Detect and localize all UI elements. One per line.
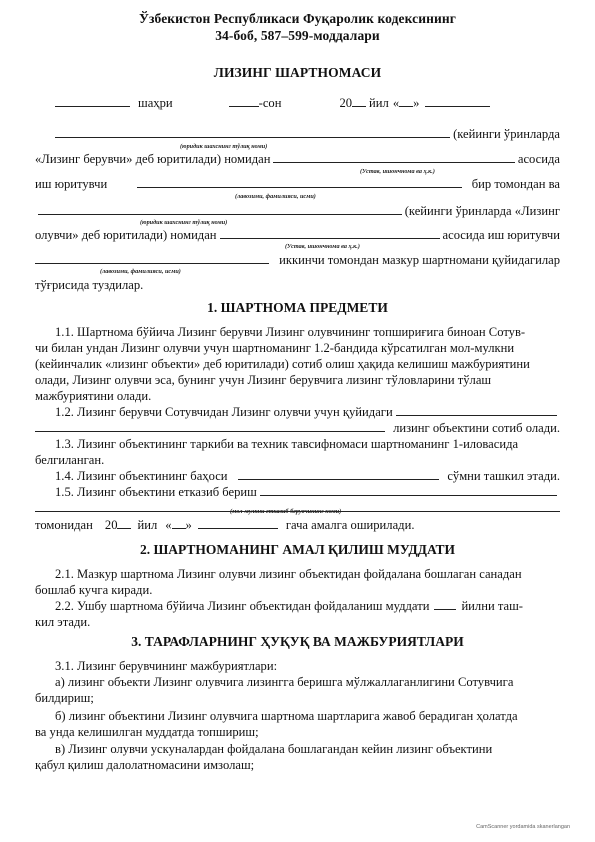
leasing-object-blank-1[interactable]	[396, 404, 557, 416]
price-blank[interactable]	[238, 468, 440, 480]
clause-1-1-line1: 1.1. Шартнома бўйича Лизинг берувчи Лизинг олувчининг топшириғига биноан Сотув-	[55, 325, 526, 339]
caption-position-2: (лавозими, фамилияси, исми)	[100, 268, 181, 275]
one-side-label: бир томондан ва	[471, 177, 560, 191]
clause-2-2-line1	[55, 598, 560, 614]
lessee-name-blank[interactable]	[38, 203, 402, 215]
price-label: 1.4. Лизинг объектининг баҳоси	[55, 469, 228, 483]
lessee-basis-blank[interactable]	[220, 227, 440, 239]
clause-1-5	[55, 484, 560, 500]
lessor-label: «Лизинг берувчи» деб юритилади) номидан	[35, 152, 271, 166]
clause-1-1-line2: чи билан ундан Лизинг олувчи учун шартноманинг 1.2-бандида кўрсатилган мол-мулкни	[35, 341, 515, 355]
lessee-name-line	[35, 203, 560, 219]
basis-label-1: асосида	[517, 152, 560, 166]
clause-1-2-line1	[55, 404, 560, 420]
clause-3-1-c-line2: қабул қилиш далолатномасини имзолаш;	[35, 758, 255, 772]
lessee-officer-line	[35, 252, 560, 268]
number-blank[interactable]	[229, 95, 259, 107]
clause-3-1-c-line1: в) Лизинг олувчи ускуналардан фойдалана бошлагандан кейин лизинг объектини	[55, 742, 493, 756]
delivery-label: 1.5. Лизинг объектини етказиб бериш	[55, 485, 257, 499]
clause-1-5-date	[35, 517, 560, 533]
term-blank[interactable]	[434, 598, 456, 610]
basis-label-2: асосида иш юритувчи	[442, 228, 560, 242]
delivery-quote-open: «	[165, 518, 172, 532]
clause-2-2-line2: кил этади.	[35, 615, 91, 629]
term-unit: йилни таш-	[461, 599, 523, 613]
quote-close: »	[413, 96, 420, 110]
clause-1-4	[55, 468, 560, 484]
lessor-officer-line	[35, 176, 560, 192]
clause-1-3-line2: белгиланган.	[35, 453, 105, 467]
clause-1-2-end: лизинг объектини сотиб олади.	[393, 421, 560, 435]
lessee-officer-blank[interactable]	[35, 252, 269, 264]
caption-legal-name-2: (юридик шахснинг тўлиқ номи)	[140, 219, 228, 226]
clause-3-1-a-line1: а) лизинг объекти Лизинг олувчига лизингга беришга мўлжаллаганлигини Сотувчига	[55, 675, 514, 689]
by-label: томонидан	[35, 518, 93, 532]
law-reference-line2: 34-боб, 587–599-моддалари	[215, 28, 380, 43]
lessor-basis-blank[interactable]	[273, 151, 514, 163]
lessor-officer-blank[interactable]	[137, 176, 462, 188]
acting-label-1: иш юритувчи	[35, 177, 108, 191]
clause-3-1: 3.1. Лизинг берувчининг мажбуриятлари:	[55, 659, 278, 673]
agreement-intro-end: тўғрисида туздилар.	[35, 278, 144, 292]
caption-supplier: (мол-мулкни етказиб берувчининг номи)	[230, 508, 342, 515]
delivery-blank-1[interactable]	[260, 484, 557, 496]
leasing-object-blank-2[interactable]	[35, 420, 385, 432]
clause-3-1-a-line2: билдириш;	[35, 691, 94, 705]
lessor-represent-line	[35, 151, 560, 167]
clause-1-2-text: 1.2. Лизинг берувчи Сотувчидан Лизинг олувчи учун қуйидаги	[55, 405, 393, 419]
law-reference-line1: Ўзбекистон Республикаси Фуқаролик кодексининг	[138, 11, 457, 26]
other-side-label: иккинчи томондан мазкур шартномани қуйидагилар	[279, 253, 560, 267]
lessor-note: (кейинги ўринларда	[453, 127, 560, 141]
lessee-note: (кейинги ўринларда «Лизинг	[404, 204, 560, 218]
clause-1-1-line4: олади, Лизинг олувчи эса, бунинг учун Лизинг берувчига лизинг тўловларини тўлаш	[35, 373, 492, 387]
document-title: ЛИЗИНГ ШАРТНОМАСИ	[213, 65, 382, 80]
section-1-title: 1. ШАРТНОМА ПРЕДМЕТИ	[207, 300, 388, 315]
year-blank[interactable]	[352, 95, 366, 107]
delivery-month-blank[interactable]	[198, 517, 278, 529]
delivery-end: гача амалга оширилади.	[285, 518, 415, 532]
city-blank[interactable]	[55, 95, 130, 107]
delivery-year-blank[interactable]	[117, 517, 131, 529]
quote-open: «	[392, 96, 400, 110]
year-label: йил	[369, 96, 389, 110]
clause-1-2-line2	[35, 420, 560, 436]
lessor-name-blank[interactable]	[55, 126, 450, 138]
section-3-title: 3. ТАРАФЛАРНИНГ ҲУҚУҚ ВА МАЖБУРИЯТЛАРИ	[131, 634, 464, 649]
caption-position-1: (лавозими, фамилияси, исми)	[235, 193, 316, 200]
caption-charter-2: (Устав, ишончнома ва ҳ.к.)	[285, 243, 360, 250]
number-label: -сон	[258, 96, 282, 110]
clause-2-1-line1: 2.1. Мазкур шартнома Лизинг олувчи лизинг объектидан фойдалана бошлаган санадан	[55, 567, 522, 581]
term-label: 2.2. Ушбу шартнома бўйича Лизинг объектидан фойдаланиш муддати	[55, 599, 430, 613]
lessor-name-line	[35, 126, 560, 142]
clause-1-1-line3: (кейинчалик «лизинг объекти» деб юритилади) сотиб олиш ҳақида келишиш мажбуриятини	[35, 357, 530, 371]
caption-charter-1: (Устав, ишончнома ва ҳ.к.)	[360, 168, 435, 175]
clause-3-1-b-line2: ва унда келишилган муддатда топшириш;	[35, 725, 259, 739]
scanner-watermark: CamScanner yordamida skanerlangan	[476, 824, 570, 830]
city-label: шаҳри	[138, 96, 173, 110]
clause-1-3-line1: 1.3. Лизинг объектининг таркиби ва техник тавсифномаси шартноманинг 1-иловасида	[55, 437, 519, 451]
clause-2-1-line2: бошлаб кучга киради.	[35, 583, 153, 597]
delivery-quote-close: »	[185, 518, 192, 532]
price-unit: сўмни ташкил этади.	[447, 469, 560, 483]
delivery-day-blank[interactable]	[172, 517, 186, 529]
section-2-title: 2. ШАРТНОМАНИНГ АМАЛ ҚИЛИШ МУДДАТИ	[139, 542, 456, 557]
delivery-year-prefix: 20	[104, 518, 118, 532]
lessee-represent-line	[35, 227, 560, 243]
caption-legal-name-1: (юридик шахснинг тўлиқ номи)	[180, 143, 268, 150]
delivery-year-label: йил	[137, 518, 158, 532]
place-date-line	[35, 95, 560, 111]
clause-3-1-b-line1: б) лизинг объектини Лизинг олувчига шартнома шартларига жавоб берадиган ҳолатда	[55, 709, 518, 723]
clause-1-1-line5: мажбуриятини олади.	[35, 389, 152, 403]
year-prefix: 20	[339, 96, 353, 110]
day-blank[interactable]	[399, 95, 413, 107]
lessee-label: олувчи» деб юритилади) номидан	[35, 228, 217, 242]
month-blank[interactable]	[425, 95, 490, 107]
